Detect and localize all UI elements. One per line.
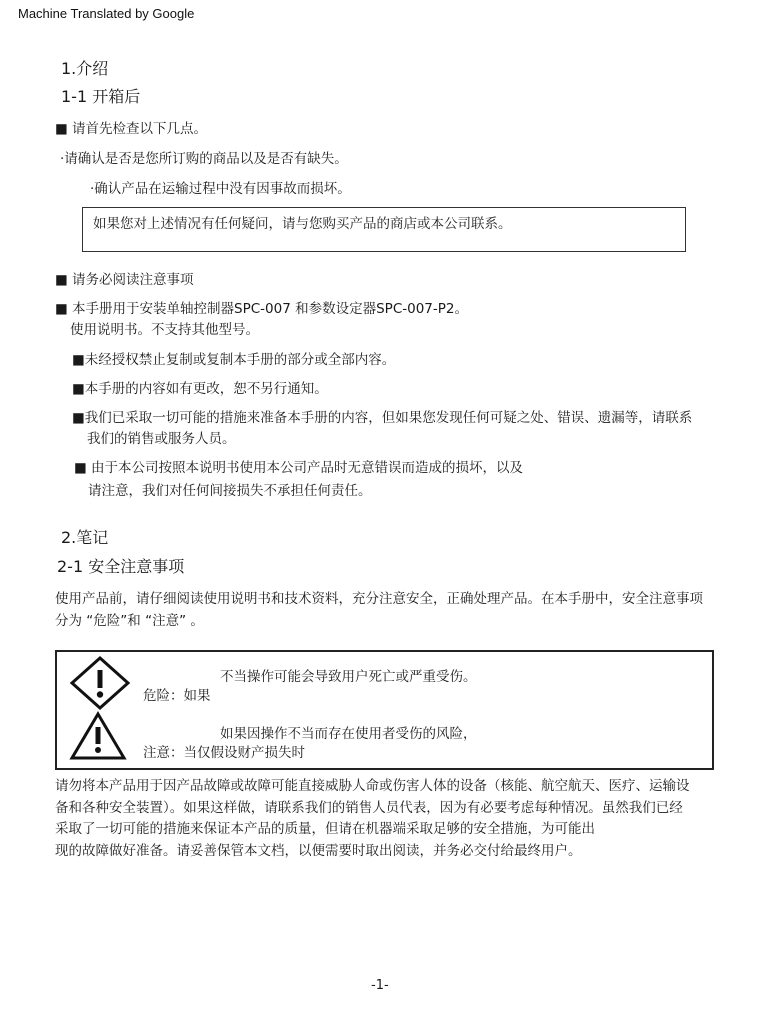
- caution-label: 注意：当仅假设财产损失时: [143, 745, 305, 761]
- usage-warning-line-2: 备和各种安全装置）。如果这样做，请联系我们的销售人员代表，因为有必要考虑每种情况。虽然我们已经: [55, 799, 683, 816]
- section-2-title: 2.笔记: [61, 528, 109, 547]
- usage-warning-line-1: 请勿将本产品用于因产品故障或故障可能直接威胁人命或伤害人体的设备（核能、航空航天、医疗、运输设: [55, 778, 690, 794]
- usage-warning-paragraph: [55, 776, 690, 862]
- manual-scope-line-2: 使用说明书。不支持其他型号。: [70, 322, 259, 338]
- confirm-damage-line: ·确认产品在运输过程中没有因事故而损坏。: [90, 181, 351, 197]
- liability-line-2: 请注意，我们对任何间接损失不承担任何责任。: [88, 483, 372, 499]
- usage-warning-line-4: 现的故障做好准备。请妥善保管本文档，以便需要时取出阅读，并务必交付给最终用户。: [55, 842, 582, 859]
- page-number: -1-: [371, 978, 389, 993]
- caution-triangle-icon: [69, 711, 127, 761]
- caution-description: 如果因操作不当而存在使用者受伤的风险，: [220, 726, 477, 742]
- section-1-1-subtitle: 1-1 开箱后: [61, 87, 141, 106]
- manual-scope-line-1: ■ 本手册用于安装单轴控制器SPC-007 和参数设定器SPC-007-P2。: [55, 301, 468, 317]
- safety-intro-line-2: 分为 “危险”和 “注意” 。: [55, 613, 204, 629]
- machine-translated-label: Machine Translated by Google: [18, 6, 195, 21]
- no-copy-line: ■未经授权禁止复制或复制本手册的部分或全部内容。: [72, 352, 396, 368]
- usage-warning-line-3: 采取了一切可能的措施来保证本产品的质量，但请在机器端采取足够的安全措施，为可能出: [55, 821, 595, 837]
- contact-notice-text: 如果您对上述情况有任何疑问，请与您购买产品的商店或本公司联系。: [93, 216, 512, 232]
- errors-line-2: 我们的销售或服务人员。: [87, 431, 236, 447]
- safety-symbols-box: [55, 650, 714, 770]
- section-2-1-subtitle: 2-1 安全注意事项: [57, 557, 185, 576]
- check-first-line: ■ 请首先检查以下几点。: [55, 121, 208, 137]
- liability-line-1: ■ 由于本公司按照本说明书使用本公司产品时无意错误而造成的损坏，以及: [74, 460, 524, 476]
- confirm-order-line: ·请确认是否是您所订购的商品以及是否有缺失。: [60, 151, 348, 167]
- contact-notice-box: [82, 207, 686, 252]
- section-1-title: 1.介绍: [61, 59, 109, 78]
- danger-label: 危险：如果: [143, 688, 211, 704]
- no-notice-line: ■本手册的内容如有更改，恕不另行通知。: [72, 381, 328, 397]
- safety-intro-line-1: 使用产品前，请仔细阅读使用说明书和技术资料，充分注意安全，正确处理产品。在本手册中，安全注意事项: [55, 591, 703, 607]
- errors-line-1: ■我们已采取一切可能的措施来准备本手册的内容，但如果您发现任何可疑之处、错误、遗漏等，请联系: [72, 410, 693, 426]
- danger-diamond-icon: [69, 655, 131, 711]
- danger-description: 不当操作可能会导致用户死亡或严重受伤。: [220, 669, 477, 685]
- must-read-line: ■ 请务必阅读注意事项: [55, 272, 194, 288]
